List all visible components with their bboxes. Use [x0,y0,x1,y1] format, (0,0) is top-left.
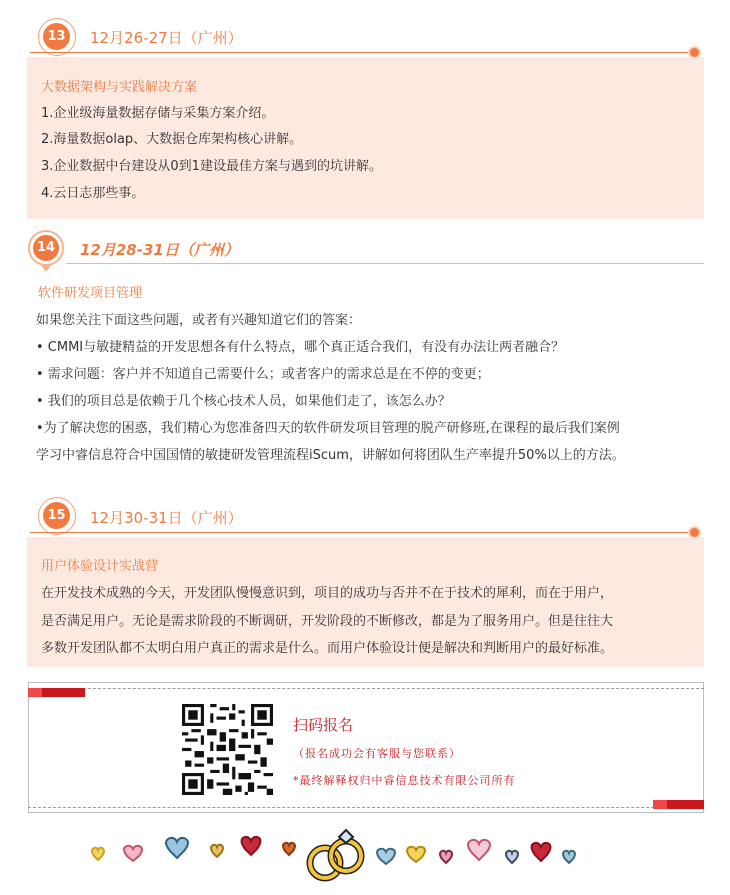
section-14-line: •为了解决您的困惑，我们精心为您准备四天的软件研发项目管理的脱产研修班,在课程的最后我们案例 [36,421,620,436]
section-14-topic: 软件研发项目管理 [38,286,143,301]
section-14-number: 14 [33,235,59,261]
signup-title: 扫码报名 [293,716,354,734]
section-13-line: 1.企业级海量数据存储与采集方案介绍。 [41,106,275,121]
signup-corner-accent [28,688,85,697]
section-14-date: 12月28-31日（广州） [80,241,239,259]
section-13-line: 3.企业数据中台建设从0到1建设最佳方案与遇到的坑讲解。 [41,159,382,174]
section-13-badge [38,18,76,56]
section-13-line: 2.海量数据olap、大数据仓库架构核心讲解。 [41,132,303,147]
signup-bottom-dash [28,807,704,808]
section-14-line: • 需求问题：客户并不知道自己需要什么；或者客户的需求总是在不停的变更； [36,367,490,382]
signup-note: （报名成功会有客服与您联系） [293,747,461,760]
section-14-line: • CMMI与敏捷精益的开发思想各有什么特点，哪个真正适合我们，有没有办法让两者融合？ [36,340,565,355]
section-15-dot-icon [690,528,699,537]
section-13-line: 4.云日志那些事。 [41,186,145,201]
section-15-number: 15 [43,502,70,529]
signup-corner-accent-light [653,800,667,809]
section-13-date: 12月26-27日（广州） [90,29,243,47]
hearts-decoration [80,823,600,888]
section-15-badge [38,497,76,535]
qr-code-icon[interactable] [182,704,273,795]
section-14-line: 如果您关注下面这些问题，或者有兴趣知道它们的答案： [36,313,362,328]
section-15-line: 多数开发团队都不太明白用户真正的需求是什么。而用户体验设计便是解决和判断用户的最好标准。 [41,641,614,656]
section-13-dot-icon [690,48,699,57]
section-14-badge [28,230,64,266]
section-15-topic: 用户体验设计实战营 [41,559,159,574]
section-15-line: 在开发技术成熟的今天，开发团队慢慢意识到，项目的成功与否并不在于技术的犀利，而在于用户， [41,586,614,601]
section-15-date: 12月30-31日（广州） [90,509,243,527]
section-14-line: 学习中睿信息符合中国国情的敏捷研发管理流程iScum，讲解如何将团队生产率提升50%以上的方法。 [36,448,625,463]
rings-icon [310,830,361,878]
section-13-number: 13 [43,23,70,50]
signup-rights: *最终解释权归中睿信息技术有限公司所有 [293,774,516,787]
section-15-line: 是否满足用户。无论是需求阶段的不断调研，开发阶段的不断修改，都是为了服务用户。但是往往大 [41,614,614,629]
signup-corner-accent-light [28,688,42,697]
section-14-pin-tail-icon [40,264,52,272]
section-14-divider [66,263,704,264]
signup-corner-accent [653,800,704,809]
section-13-divider [30,52,695,53]
section-13-topic: 大数据架构与实践解决方案 [41,80,198,95]
signup-top-dash [28,688,704,689]
section-14-line: • 我们的项目总是依赖于几个核心技术人员，如果他们走了，该怎么办？ [36,394,451,409]
section-15-divider [30,532,695,533]
